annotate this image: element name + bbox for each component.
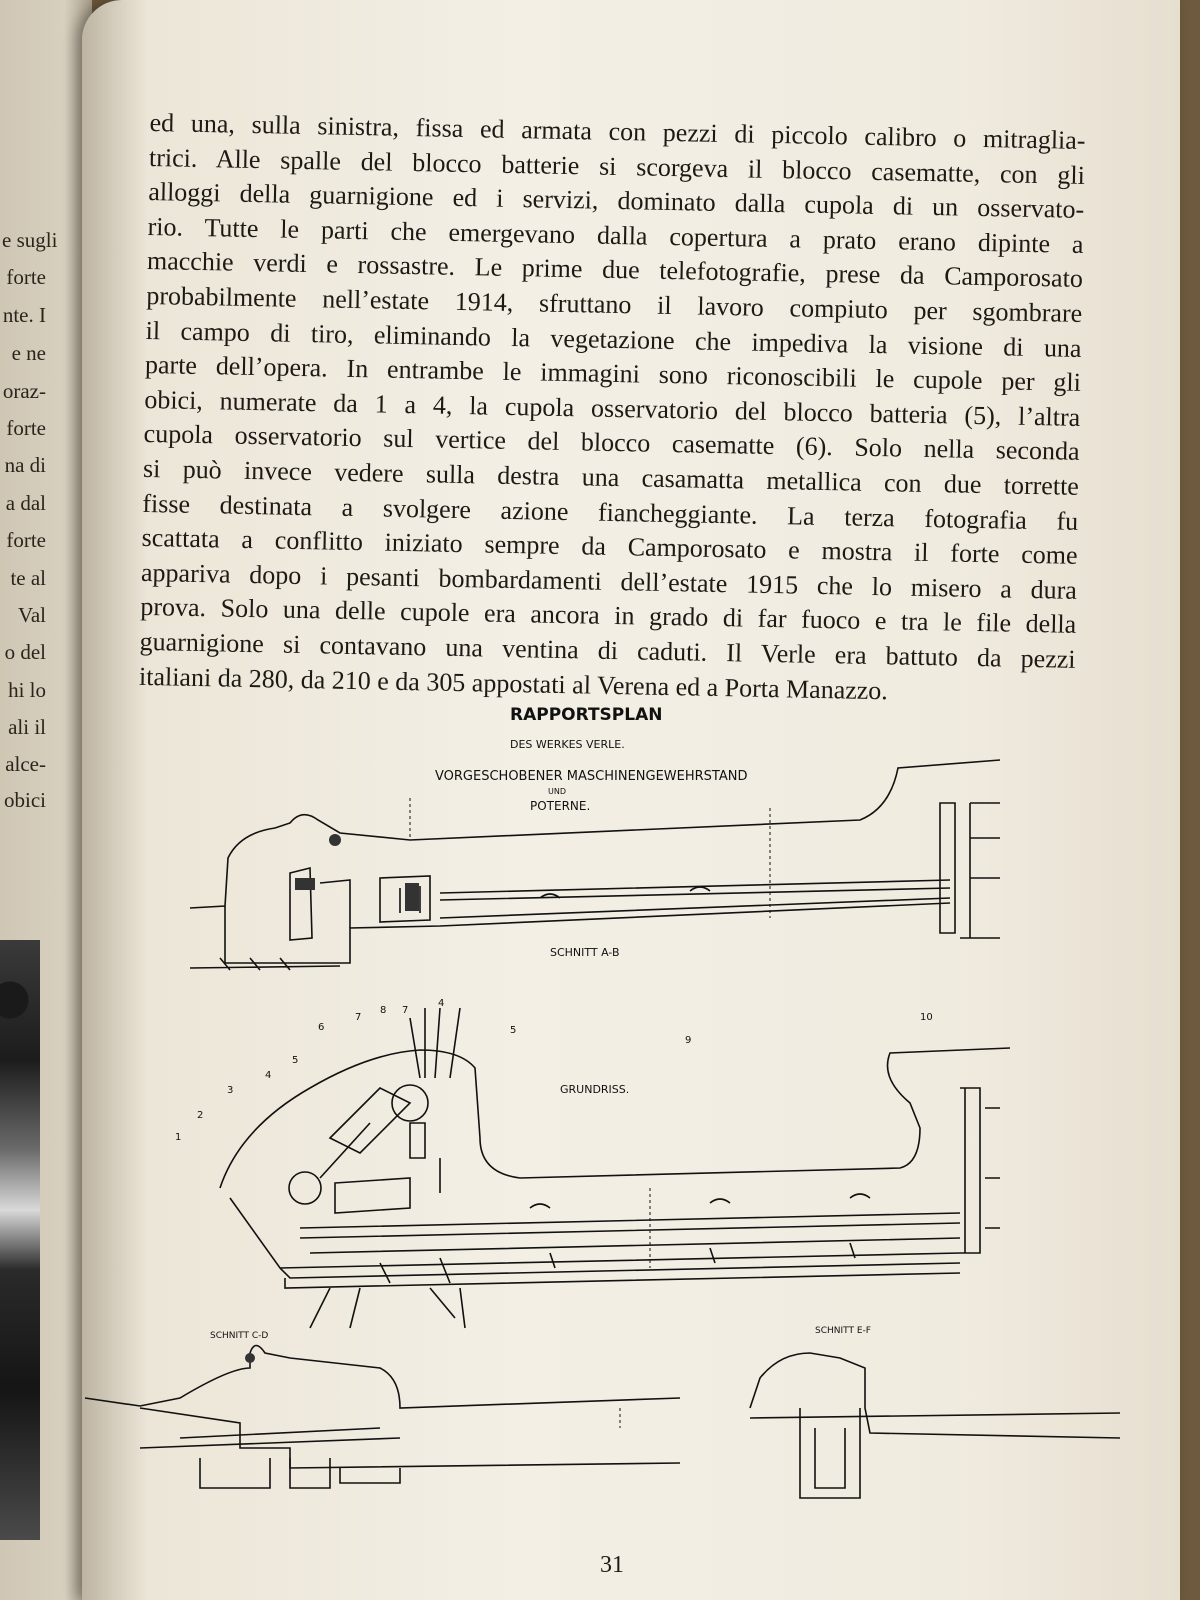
text-line: parte dell’opera. In entrambe le immagini sono riconoscibili le cupole per gli [144,350,1082,398]
plan-number: 4 [265,1070,272,1081]
text-line: guarnigione si contavano una ventina di caduti. Il Verle era battuto da pezzi [139,626,1076,674]
text-line: probabilmente nell’estate 1914, sfruttano il lavoro compiuto per sgombrare [146,280,1083,328]
plan-number: 3 [227,1085,234,1096]
text-line: appariva dopo i pesanti bombardamenti dell’estate 1915 che lo misero a dura [140,557,1078,605]
left-page-text-fragment: ali il [8,715,46,739]
section-ab-gallery [440,880,950,918]
left-page-text-fragment: e ne [11,341,46,365]
left-page-text-fragment: oraz- [2,379,46,403]
left-page-text-fragment: obici [4,788,46,812]
left-page-text-fragment: o del [4,640,46,664]
text-line: il campo di tiro, eliminando la vegetazione che impediva la visione di una [145,315,1082,363]
plan-number: 6 [318,1022,325,1033]
left-page-text-fragment: hi lo [8,678,46,702]
section-cd-label: SCHNITT C-D [210,1331,269,1341]
text-line: macchie verdi e rossastre. Le prime due telefotografie, prese da Camporosato [146,246,1084,294]
page-number: 31 [600,1552,624,1578]
text-line: ed una, sulla sinistra, fissa ed armata con pezzi di piccolo calibro o mitraglia- [149,107,1086,155]
plan-note-und: UND [548,787,566,796]
fort-plan-drawing [80,705,1140,1538]
text-line: fisse destinata a svolgere azione fiancheggiante. La terza fotografia fu [142,488,1079,536]
left-page-text-fragment: alce- [5,752,46,776]
text-line: si può invece vedere sulla destra una casamatta metallica con due torrette [142,453,1080,501]
plan-number: 1 [175,1132,182,1143]
text-line: scattata a conflitto iniziato sempre da Camporosato e mostra il forte come [141,523,1078,571]
text-line: trici. Alle spalle del blocco batterie si scorgeva il blocco casematte, con gli [148,142,1086,190]
plan-note-machine-gun: VORGESCHOBENER MASCHINENGEWEHRSTAND [435,769,748,784]
left-page-text-fragment: na di [4,453,46,477]
text-line: prova. Solo una delle cupole era ancora in grado di far fuoco e tra le file della [140,592,1077,640]
left-page-text-fragment: a dal [5,491,46,515]
plan-svg [80,705,1140,1538]
text-line: rio. Tutte le parti che emergevano dalla copertura a prato erano dipinte a [147,211,1084,259]
text-line: italiani da 280, da 210 e da 305 appostati al Verena ed a Porta Manazzo. [138,661,889,705]
section-ef-label: SCHNITT E-F [815,1326,871,1336]
plan-subtitle: DES WERKES VERLE. [510,738,625,751]
plan-number: 7 [402,1005,409,1016]
section-cd-profile [85,1346,680,1409]
plan-number: 2 [197,1110,204,1121]
left-page-text-fragment: forte [6,528,46,552]
text-line: obici, numerate da 1 a 4, la cupola osservatorio del blocco batteria (5), l’altra [144,384,1081,432]
plan-number: 9 [685,1035,692,1046]
text-line: cupola osservatorio sul vertice del blocco casematte (6). Solo nella seconda [143,419,1080,467]
plan-note-poterne: POTERNE. [530,799,591,813]
cupola-obici [289,1172,321,1204]
left-page-text-fragment: forte [6,416,46,440]
left-page-text-fragment: te al [10,566,46,590]
section-ab-label: SCHNITT A-B [550,946,620,959]
left-page-text-fragment: Val [18,603,46,627]
left-page-photo [0,940,40,1540]
section-ef-profile [750,1353,1120,1438]
plan-number: 5 [510,1025,517,1036]
left-page-text-fragment: nte. I [2,303,46,327]
left-page-text-fragment: e sugli [2,228,58,252]
plan-gallery [300,1213,960,1253]
plan-number: 4 [438,998,445,1009]
plan-title: RAPPORTSPLAN [510,705,663,725]
plan-outline [220,1048,1010,1188]
plan-number: 5 [292,1055,299,1066]
plan-number: 10 [920,1012,933,1023]
left-page-text-fragment: forte [6,265,46,289]
text-line: alloggi della guarnigione ed i servizi, dominato dalla cupola di un osservato- [148,177,1085,225]
plan-number: 7 [355,1012,362,1023]
left-page [0,0,92,1600]
ground-plan-label: GRUNDRISS. [560,1083,630,1096]
plan-number: 8 [380,1005,387,1016]
body-paragraph [139,106,1086,712]
